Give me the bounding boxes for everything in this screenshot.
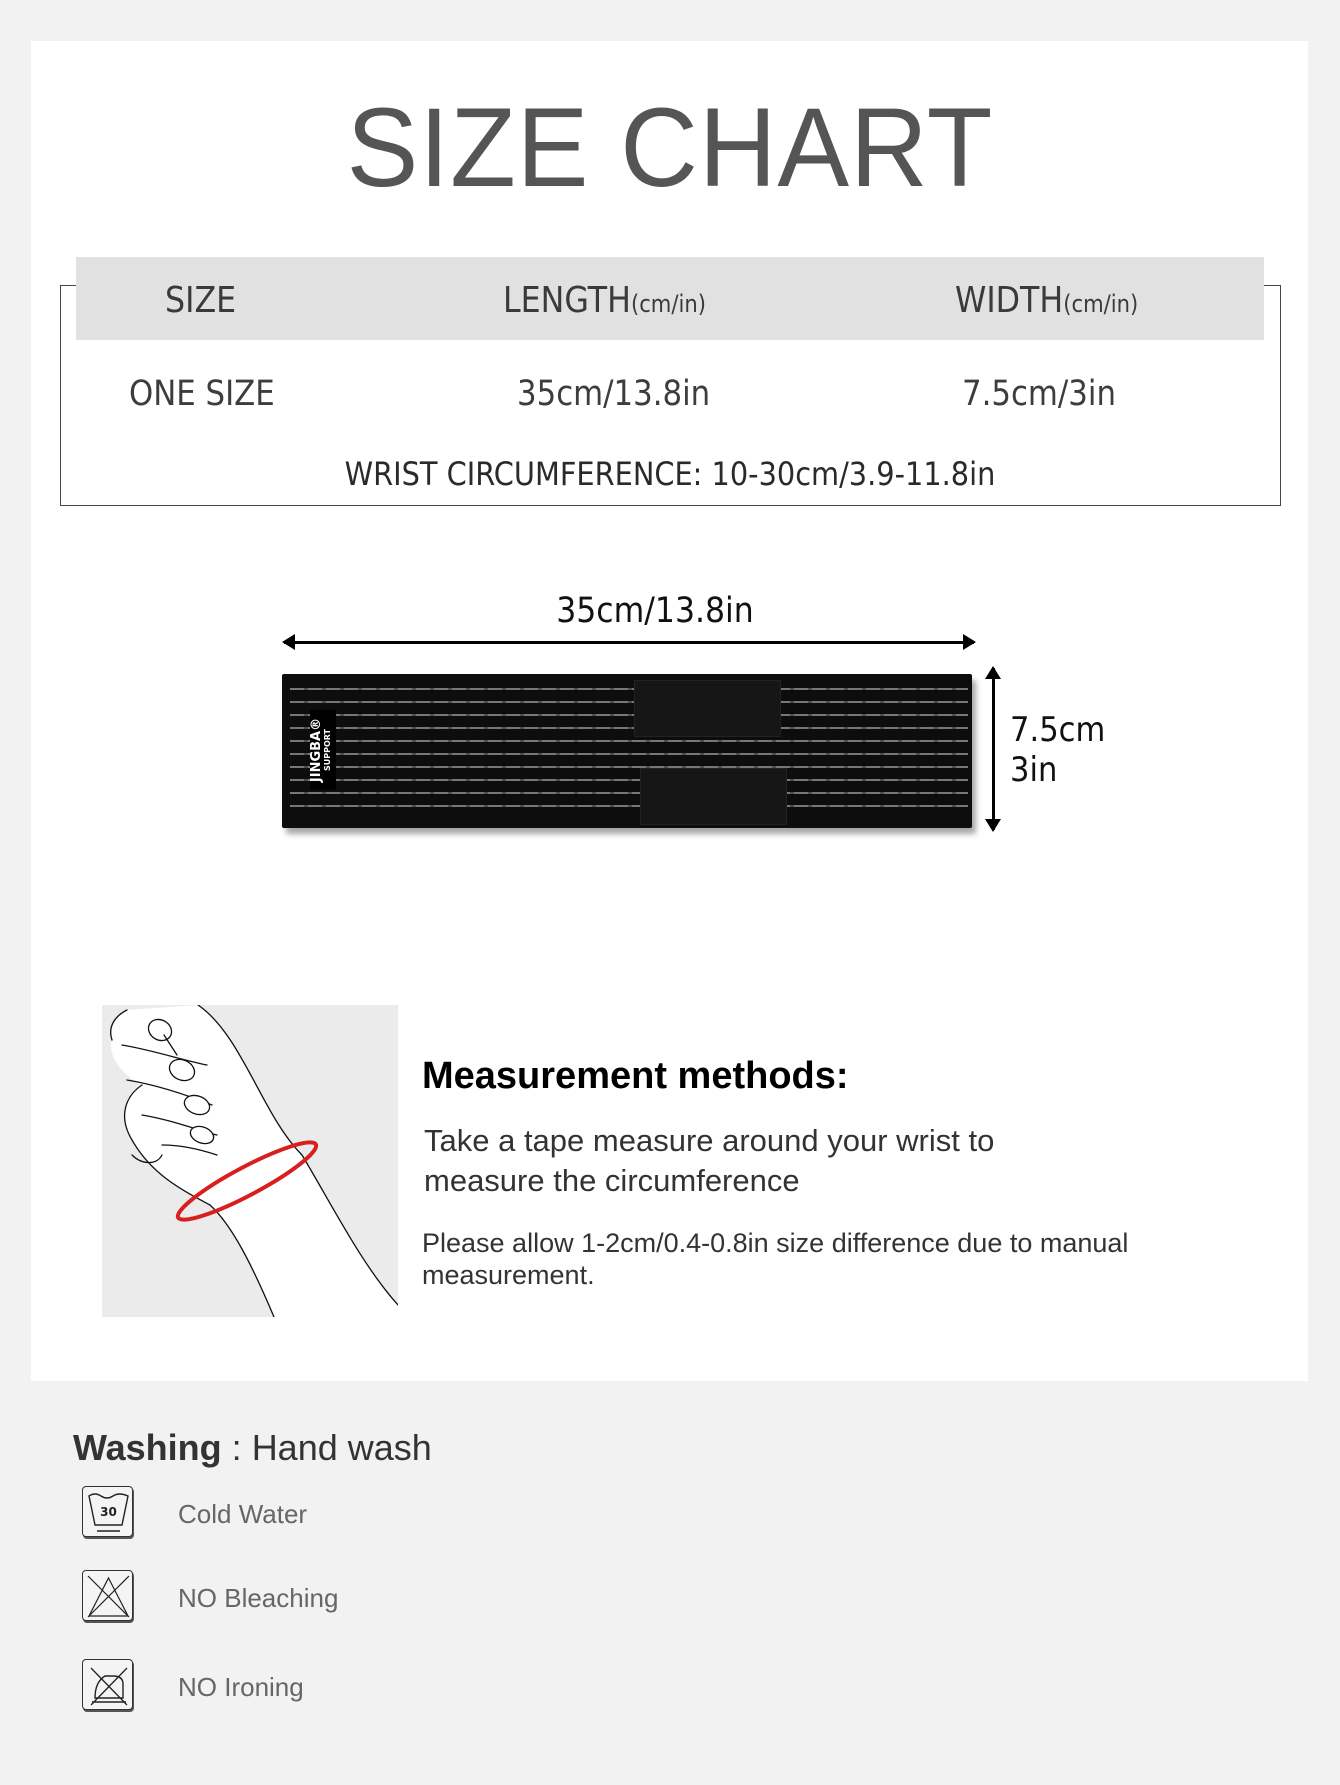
measurement-instruction: Take a tape measure around your wrist to measure the circumference (424, 1123, 995, 1198)
header-length: LENGTH(cm/in) (503, 280, 706, 321)
care-label-no-bleaching: NO Bleaching (178, 1583, 339, 1613)
no-bleach-icon (82, 1570, 133, 1621)
length-label: 35cm/13.8in (556, 591, 754, 631)
header-width: WIDTH(cm/in) (955, 280, 1139, 321)
measurement-heading: Measurement methods: (422, 1055, 849, 1097)
care-label-cold-water: Cold Water (178, 1499, 308, 1529)
wash-30-icon (82, 1486, 133, 1537)
width-label-cm: 7.5cm (1010, 710, 1106, 750)
cell-size: ONE SIZE (129, 374, 275, 414)
svg-text:30: 30 (100, 1505, 117, 1519)
washing-title: Washing : Hand wash (73, 1427, 432, 1468)
wrist-circumference: WRIST CIRCUMFERENCE: 10-30cm/3.9-11.8in (344, 455, 996, 493)
cell-length: 35cm/13.8in (517, 374, 711, 414)
velcro-patch-top (634, 680, 781, 737)
page-title: SIZE CHART (346, 85, 994, 210)
header-size: SIZE (165, 280, 237, 321)
length-arrow-icon (284, 641, 974, 644)
width-arrow-icon (992, 668, 995, 830)
hand-icon (102, 1005, 398, 1317)
no-iron-icon (82, 1659, 133, 1710)
measurement-note: Please allow 1-2cm/0.4-0.8in size difference due to manual measurement. (422, 1228, 1129, 1290)
wrist-measure-illustration (102, 1005, 398, 1317)
cell-width: 7.5cm/3in (962, 374, 1116, 414)
velcro-patch-bottom (640, 768, 787, 825)
care-label-no-ironing: NO Ironing (178, 1672, 304, 1702)
width-label-in: 3in (1010, 750, 1058, 790)
brand-logo: JINGBA® SUPPORT (309, 717, 332, 783)
wrist-strap-image (282, 674, 972, 828)
